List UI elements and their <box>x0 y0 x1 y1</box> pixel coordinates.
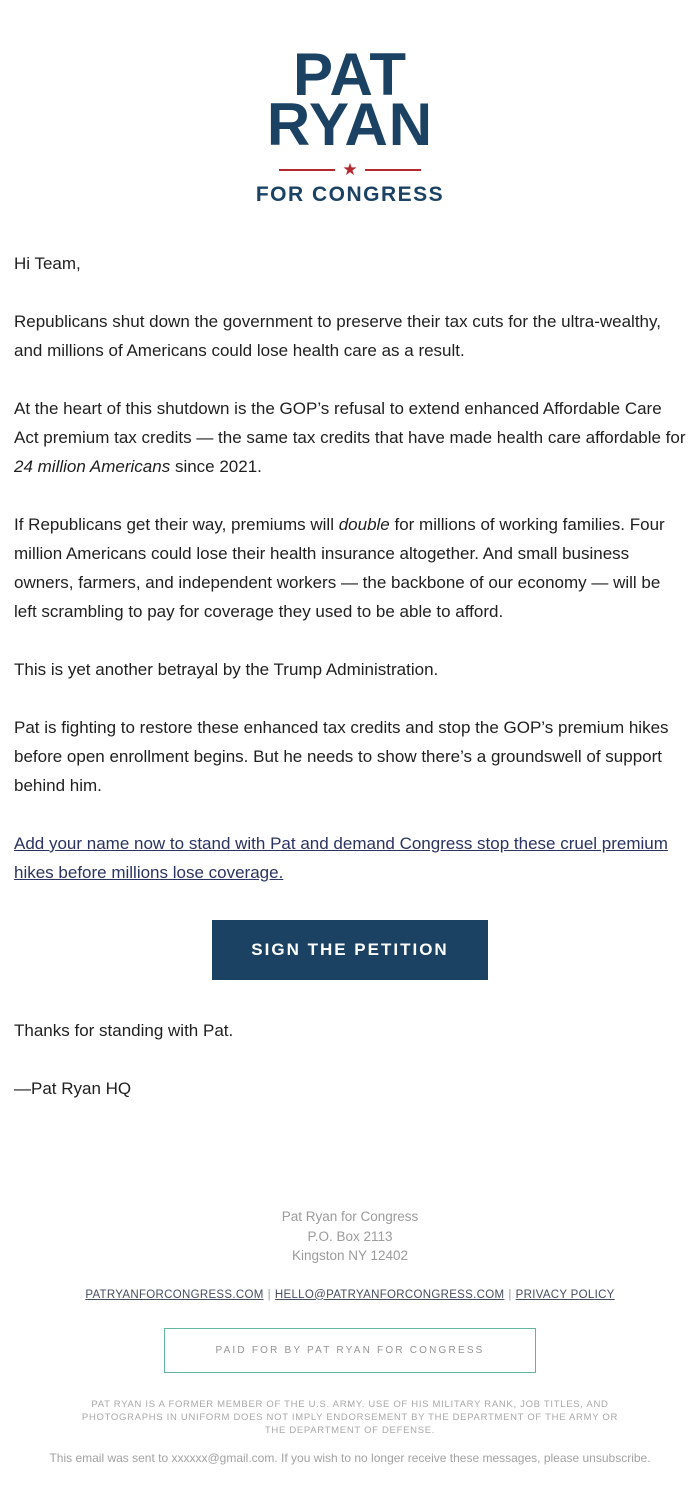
email-footer <box>0 1207 700 1465</box>
address-org: Pat Ryan for Congress <box>281 1209 419 1224</box>
logo-name-line1: PAT <box>292 41 408 108</box>
paragraph: Pat is fighting to restore these enhanced tax credits and stop the GOP’s premium hikes before open enrollment begins. But he needs to show there’s a groundswell of support behind him. <box>14 718 669 795</box>
star-icon: ★ <box>342 160 358 179</box>
paragraph: Hi Team, <box>14 254 81 273</box>
sign-petition-button[interactable]: SIGN THE PETITION <box>212 920 488 980</box>
divider-line-left <box>279 169 335 171</box>
address-po-box: P.O. Box 2113 <box>307 1228 393 1244</box>
paid-for-disclaimer-box: PAID FOR BY PAT RYAN FOR CONGRESS <box>164 1328 536 1373</box>
paragraph: This is yet another betrayal by the Trump Administration. <box>14 660 439 679</box>
military-disclaimer: PAT RYAN IS A FORMER MEMBER OF THE U.S. ARMY. USE OF HIS MILITARY RANK, JOB TITLES, AND PHOTOGRAPHS IN UNIFORM DOES NOT IMPLY ENDORSEMENT BY THE DEPARTMENT OF THE ARMY OR THE DEPARTMENT OF DEFENSE. <box>81 1398 619 1436</box>
footer-links-row <box>0 1289 700 1301</box>
closing-line: Thanks for standing with Pat. <box>14 1021 234 1040</box>
link-separator: | <box>508 1288 512 1301</box>
unsubscribe-note: This email was sent to xxxxxx@gmail.com. If you wish to no longer receive these messages, please unsubscribe. <box>49 1450 651 1465</box>
divider-line-right <box>365 169 421 171</box>
mailing-address <box>0 1207 700 1266</box>
campaign-logo <box>0 0 700 207</box>
paragraph: If Republicans get their way, premiums will double for millions of working families. Four million Americans could lose their health insurance altogether. And small business owners, farmers, and independent workers — the backbone of our economy — will be left scrambling to pay for coverage they used to be able to afford. <box>14 515 665 621</box>
link-separator: | <box>267 1288 271 1301</box>
paragraph: At the heart of this shutdown is the GOP’s refusal to extend enhanced Affordable Care Act premium tax credits — the same tax credits that have made health care affordable for 24 million Americans since 2021. <box>14 399 686 476</box>
paragraph: Republicans shut down the government to preserve their tax cuts for the ultra-wealthy, and millions of Americans could lose health care as a result. <box>14 312 661 360</box>
logo-star-divider <box>0 161 700 178</box>
logo-tagline: FOR CONGRESS <box>255 183 445 206</box>
email-body-paragraphs <box>14 249 686 887</box>
email-link[interactable]: HELLO@PATRYANFORCONGRESS.COM <box>274 1288 505 1301</box>
cta-container <box>14 920 686 980</box>
privacy-policy-link[interactable]: PRIVACY POLICY <box>515 1288 615 1301</box>
logo-name-line2: RYAN <box>266 91 434 158</box>
address-city: Kingston NY 12402 <box>291 1248 409 1263</box>
email-body <box>0 249 700 1103</box>
petition-link[interactable]: Add your name now to stand with Pat and demand Congress stop these cruel premium hikes before millions lose coverage. <box>14 834 668 882</box>
website-link[interactable]: PATRYANFORCONGRESS.COM <box>85 1288 264 1301</box>
signature-line: —Pat Ryan HQ <box>14 1079 132 1098</box>
